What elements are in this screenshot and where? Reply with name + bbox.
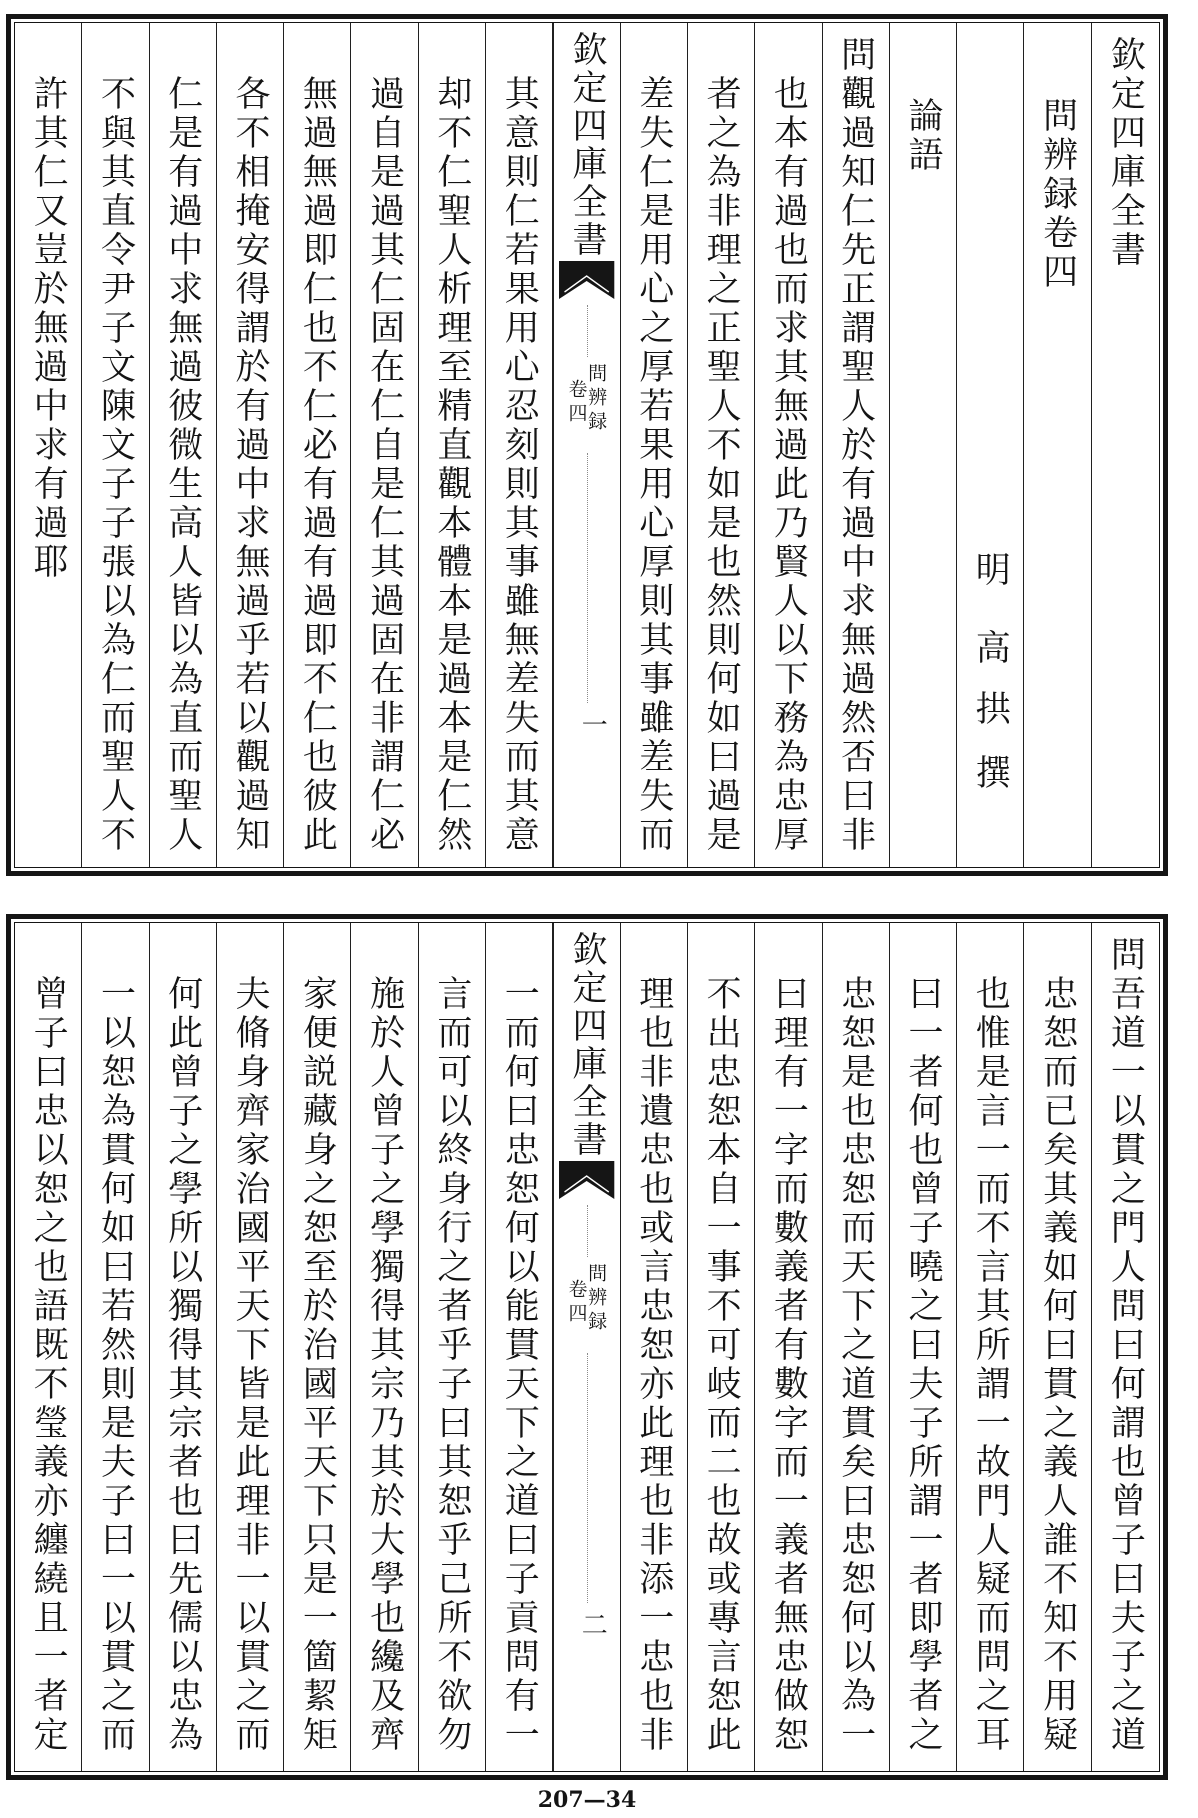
fold-guide-line [587, 1353, 588, 1603]
fold-guide-line [587, 453, 588, 703]
text-line: 曰理有一字而數義者有數字而一義者無忠做恕 [768, 975, 809, 1755]
text-line: 各不相掩安得謂於有過中求無過乎若以觀過知 [230, 75, 271, 855]
text-line: 曾子曰忠以恕之也語既不瑩義亦纏繞且一者定 [28, 975, 69, 1755]
text-column [621, 923, 688, 1771]
text-column [351, 923, 418, 1771]
text-column [823, 23, 890, 867]
fold-book-title: 問辨録 [585, 363, 608, 435]
text-column [419, 923, 486, 1771]
text-column [82, 923, 149, 1771]
text-line: 者之為非理之正聖人不如是也然則何如曰過是 [701, 75, 742, 855]
text-column [957, 923, 1024, 1771]
text-column [688, 923, 755, 1771]
fishtail-mark [559, 261, 614, 299]
text-column [688, 23, 755, 867]
text-line: 許其仁又豈於無過中求有過耶 [28, 75, 69, 582]
fold-column [553, 923, 620, 1771]
text-line: 也惟是言一而不言其所謂一故門人疑而問之耳 [970, 975, 1011, 1755]
text-column [1092, 923, 1159, 1771]
top-column-grid [14, 22, 1160, 868]
text-column [150, 23, 217, 867]
text-line: 曰一者何也曾子曉之曰夫子所謂一者即學者之 [902, 975, 943, 1755]
top-half-leaf [6, 14, 1168, 876]
fold-leaf-number: 一 [577, 711, 608, 737]
text-line: 也本有過也而求其無過此乃賢人以下務為忠厚 [768, 75, 809, 855]
text-column [755, 923, 822, 1771]
text-line: 其意則仁若果用心忍刻則其事雖無差失而其意 [499, 75, 540, 855]
book-title: 問辨録卷四 [1037, 97, 1078, 292]
text-line: 一以恕為貫何如曰若然則是夫子曰一以貫之而 [95, 975, 136, 1755]
text-column [82, 23, 149, 867]
running-title: 欽定四庫全書 [1105, 36, 1146, 270]
byline-author: 高拱 [970, 629, 1011, 751]
text-column [419, 23, 486, 867]
fold-running-title: 欽定四庫全書 [567, 31, 607, 259]
section-title-column [890, 23, 957, 867]
text-column [486, 23, 553, 867]
page-number: 207—34 [537, 1787, 637, 1813]
text-column [621, 23, 688, 867]
text-column [755, 23, 822, 867]
text-line: 過自是過其仁固在仁自是仁其過固在非謂仁必 [364, 75, 405, 855]
text-line: 言而可以終身行之者乎子曰其恕乎己所不欲勿 [431, 975, 472, 1755]
text-column [823, 923, 890, 1771]
text-column [217, 23, 284, 867]
fishtail-mark [559, 1161, 614, 1199]
bottom-column-grid [14, 922, 1160, 1772]
text-column [284, 23, 351, 867]
byline-role: 撰 [970, 754, 1011, 793]
fold-volume: 卷四 [565, 379, 588, 427]
text-column [284, 923, 351, 1771]
text-column [15, 23, 82, 867]
text-column [351, 23, 418, 867]
text-line: 理也非遺忠也或言忠恕亦此理也非添一忠也非 [633, 975, 674, 1755]
byline-column [957, 23, 1024, 867]
running-title-column [1092, 23, 1159, 867]
bottom-half-leaf [6, 914, 1168, 1780]
text-line: 忠恕是也忠恕而天下之道貫矣曰忠恕何以為一 [835, 975, 876, 1755]
text-line: 不出忠恕本自一事不可岐而二也故或專言恕此 [701, 975, 742, 1755]
text-column [217, 923, 284, 1771]
text-column [15, 923, 82, 1771]
text-line: 却不仁聖人析理至精直觀本體本是過本是仁然 [431, 75, 472, 855]
text-line: 忠恕而已矣其義如何曰貫之義人誰不知不用疑 [1037, 975, 1078, 1755]
text-line: 何此曾子之學所以獨得其宗者也曰先儒以忠為 [162, 975, 203, 1755]
question-line: 問觀過知仁先正謂聖人於有過中求無過然否曰非 [835, 36, 876, 855]
fold-book-title: 問辨録 [585, 1263, 608, 1335]
text-column [486, 923, 553, 1771]
text-column [1024, 923, 1091, 1771]
text-line: 施於人曾子之學獨得其宗乃其於大學也纔及齊 [364, 975, 405, 1755]
text-line: 不與其直令尹子文陳文子子張以為仁而聖人不 [95, 75, 136, 855]
text-line: 無過無過即仁也不仁必有過有過即不仁也彼此 [297, 75, 338, 855]
text-line: 差失仁是用心之厚若果用心厚則其事雖差失而 [633, 75, 674, 855]
text-column [150, 923, 217, 1771]
fold-volume: 卷四 [565, 1279, 588, 1327]
fold-column [553, 23, 620, 867]
fold-guide-line [587, 1205, 588, 1257]
text-line: 家便説藏身之恕至於治國平天下只是一箇絜矩 [297, 975, 338, 1755]
fold-leaf-number: 二 [577, 1611, 608, 1637]
fold-guide-line [587, 305, 588, 357]
fold-running-title: 欽定四庫全書 [567, 931, 607, 1159]
text-line: 一而何曰忠恕何以能貫天下之道曰子貢問有一 [499, 975, 540, 1755]
text-line: 仁是有過中求無過彼微生高人皆以為直而聖人 [162, 75, 203, 855]
book-title-column [1024, 23, 1091, 867]
byline-dynasty: 明 [970, 551, 1011, 590]
text-line: 夫脩身齊家治國平天下皆是此理非一以貫之而 [230, 975, 271, 1755]
question-line: 問吾道一以貫之門人問曰何謂也曾子曰夫子之道 [1105, 936, 1146, 1755]
section-title: 論語 [902, 97, 943, 175]
text-column [890, 923, 957, 1771]
